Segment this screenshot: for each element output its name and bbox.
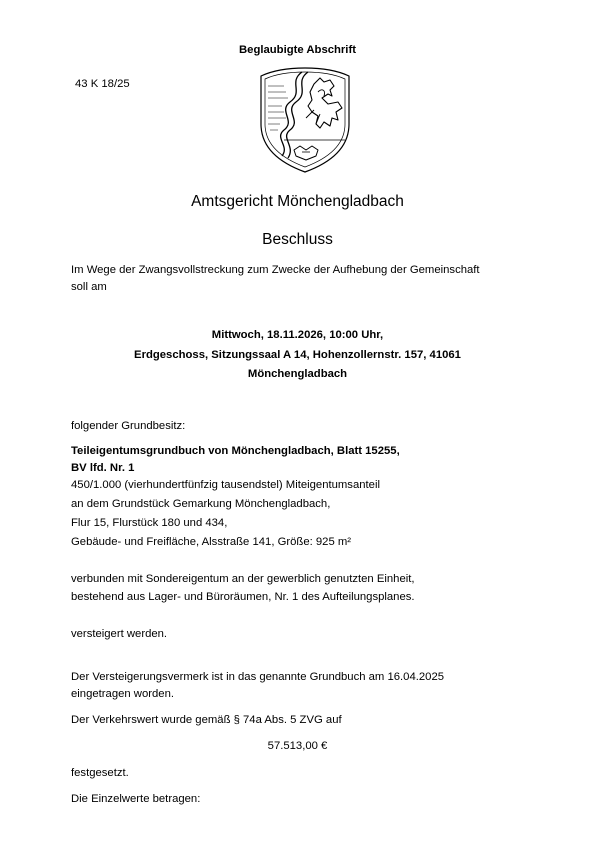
value-intro: Der Verkehrswert wurde gemäß § 74a Abs. 5 ZVG auf	[71, 714, 342, 726]
intro-line-1: Im Wege der Zwangsvollstreckung zum Zwecke der Aufhebung der Gemeinschaft	[71, 264, 480, 276]
property-detail-2: an dem Grundstück Gemarkung Mönchengladbach,	[71, 498, 331, 510]
court-name: Amtsgericht Mönchengladbach	[191, 193, 404, 210]
special-ownership-2: bestehend aus Lager- und Büroräumen, Nr. 1 des Aufteilungsplanes.	[71, 591, 415, 603]
appointment-date: Mittwoch, 18.11.2026, 10:00 Uhr,	[211, 329, 384, 341]
registration-note-1: Der Versteigerungsvermerk ist in das genannte Grundbuch am 16.04.2025	[71, 671, 445, 683]
registration-note-2: eingetragen worden.	[71, 688, 175, 700]
appointment-location: Erdgeschoss, Sitzungssaal A 14, Hohenzollernstr. 157, 41061	[134, 349, 461, 361]
auction-text: versteigert werden.	[71, 628, 168, 640]
register-line-2: BV lfd. Nr. 1	[71, 462, 135, 474]
register-line-1: Teileigentumsgrundbuch von Mönchengladbach, Blatt 15255,	[71, 445, 400, 457]
value-fixed: festgesetzt.	[71, 767, 129, 779]
individual-values-heading: Die Einzelwerte betragen:	[71, 793, 201, 805]
property-detail-4: Gebäude- und Freifläche, Alsstraße 141, Größe: 925 m²	[71, 536, 352, 548]
certified-copy-heading: Beglaubigte Abschrift	[239, 44, 356, 56]
property-detail-3: Flur 15, Flurstück 180 und 434,	[71, 517, 228, 529]
intro-line-2: soll am	[71, 281, 107, 293]
property-detail-1: 450/1.000 (vierhundertfünfzig tausendstel) Miteigentumsanteil	[71, 479, 380, 491]
property-intro: folgender Grundbesitz:	[71, 420, 186, 432]
appointment-city: Mönchengladbach	[247, 368, 348, 380]
decision-title: Beschluss	[262, 231, 333, 248]
coat-of-arms-emblem	[258, 66, 352, 174]
special-ownership-1: verbunden mit Sondereigentum an der gewerblich genutzten Einheit,	[71, 573, 415, 585]
file-number: 43 K 18/25	[75, 78, 130, 90]
market-value: 57.513,00 €	[267, 740, 328, 752]
